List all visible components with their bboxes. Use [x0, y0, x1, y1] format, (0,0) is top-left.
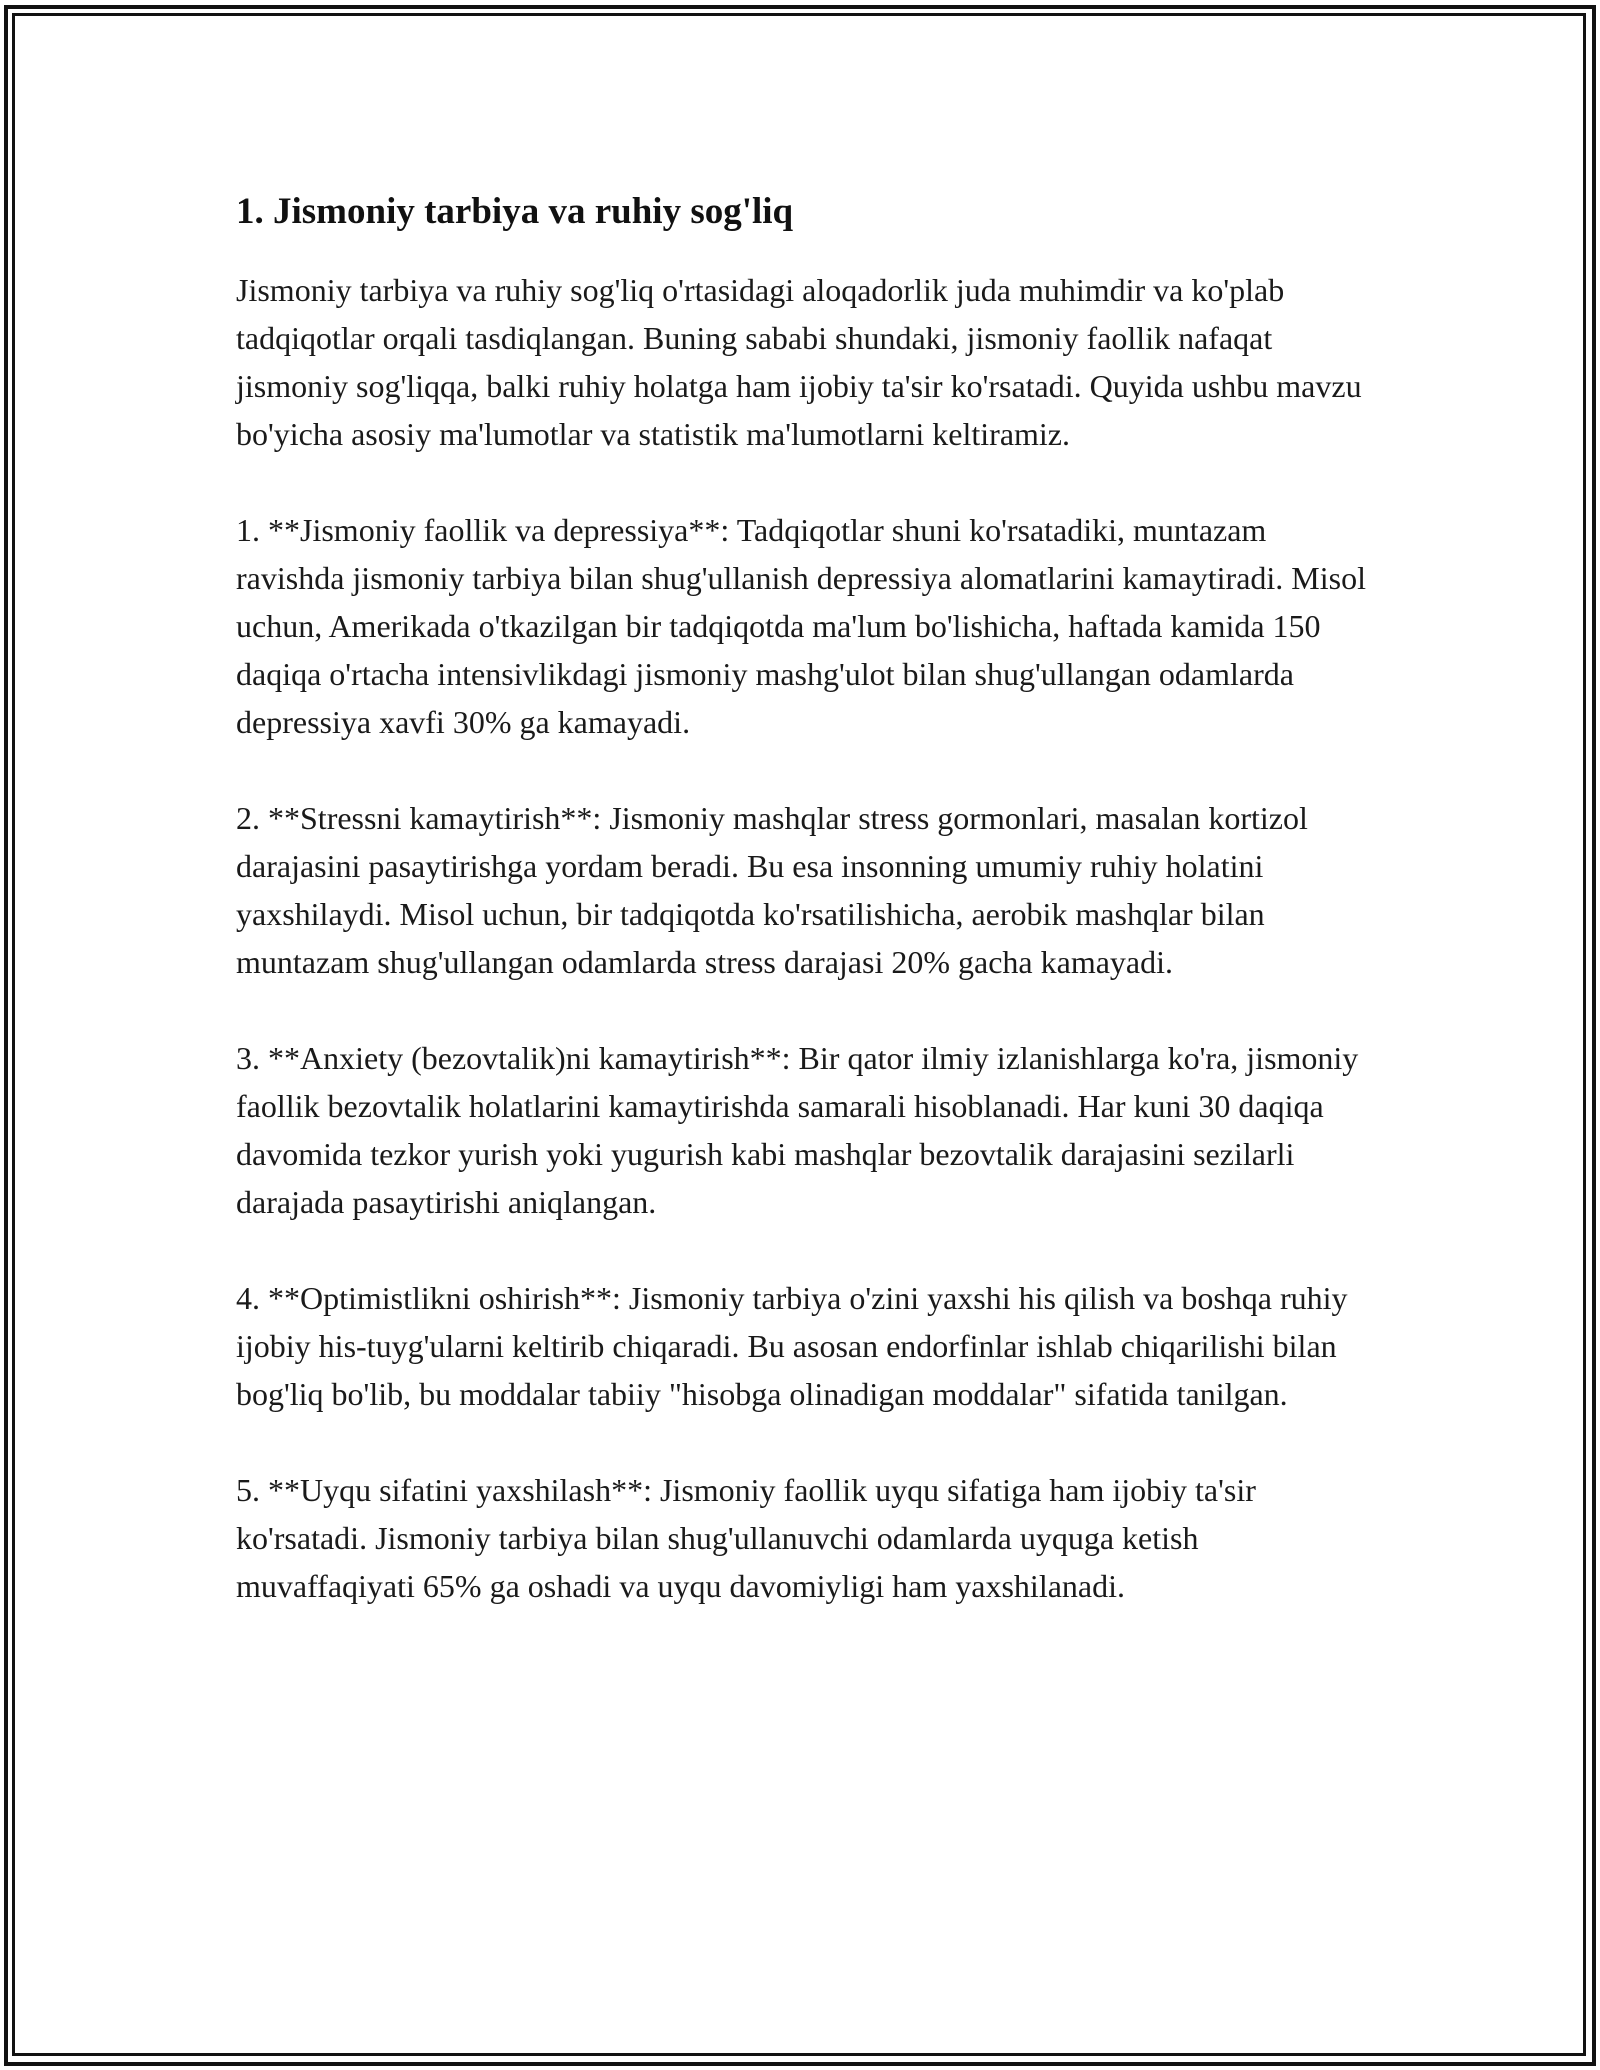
point-paragraph-4: 4. **Optimistlikni oshirish**: Jismoniy tarbiya o'zini yaxshi his qilish va boshqa ruhiy ijobiy his-tuyg'ularni keltirib chiqaradi. Bu asosan endorfinlar ishlab chiqarilishi bilan bog'liq bo'lib, bu moddalar tabiiy "hisobga olinadigan moddalar" sifatida tanilgan. [236, 1280, 1348, 1412]
document-title: 1. Jismoniy tarbiya va ruhiy sog'liq [236, 191, 794, 232]
point-paragraph-5: 5. **Uyqu sifatini yaxshilash**: Jismoniy faollik uyqu sifatiga ham ijobiy ta'sir ko'rsatadi. Jismoniy tarbiya bilan shug'ullanuvchi odamlarda uyquga ketish muvaffaqiyati 65% ga oshadi va uyqu davomiyligi ham yaxshilanadi. [236, 1472, 1256, 1604]
document-body [236, 188, 1376, 1658]
intro-paragraph: Jismoniy tarbiya va ruhiy sog'liq o'rtasidagi aloqadorlik juda muhimdir va ko'plab tadqiqotlar orqali tasdiqlangan. Buning sababi shundaki, jismoniy faollik nafaqat jismoniy sog'liqqa, balki ruhiy holatga ham ijobiy ta'sir ko'rsatadi. Quyida ushbu mavzu bo'yicha asosiy ma'lumotlar va statistik ma'lumotlarni keltiramiz. [236, 272, 1362, 452]
point-paragraph-3: 3. **Anxiety (bezovtalik)ni kamaytirish**: Bir qator ilmiy izlanishlarga ko'ra, jismoniy faollik bezovtalik holatlarini kamaytirishda samarali hisoblanadi. Har kuni 30 daqiqa davomida tezkor yurish yoki yugurish kabi mashqlar bezovtalik darajasini sezilarli darajada pasaytirishi aniqlangan. [236, 1040, 1359, 1220]
point-paragraph-2: 2. **Stressni kamaytirish**: Jismoniy mashqlar stress gormonlari, masalan kortizol darajasini pasaytirishga yordam beradi. Bu esa insonning umumiy ruhiy holatini yaxshilaydi. Misol uchun, bir tadqiqotda ko'rsatilishicha, aerobik mashqlar bilan muntazam shug'ullangan odamlarda stress darajasi 20% gacha kamayadi. [236, 800, 1308, 980]
point-paragraph-1: 1. **Jismoniy faollik va depressiya**: Tadqiqotlar shuni ko'rsatadiki, muntazam ravishda jismoniy tarbiya bilan shug'ullanish depressiya alomatlarini kamaytiradi. Misol uchun, Amerikada o'tkazilgan bir tadqiqotda ma'lum bo'lishicha, haftada kamida 150 daqiqa o'rtacha intensivlikdagi jismoniy mashg'ulot bilan shug'ullangan odamlarda depressiya xavfi 30% ga kamayadi. [236, 512, 1366, 740]
